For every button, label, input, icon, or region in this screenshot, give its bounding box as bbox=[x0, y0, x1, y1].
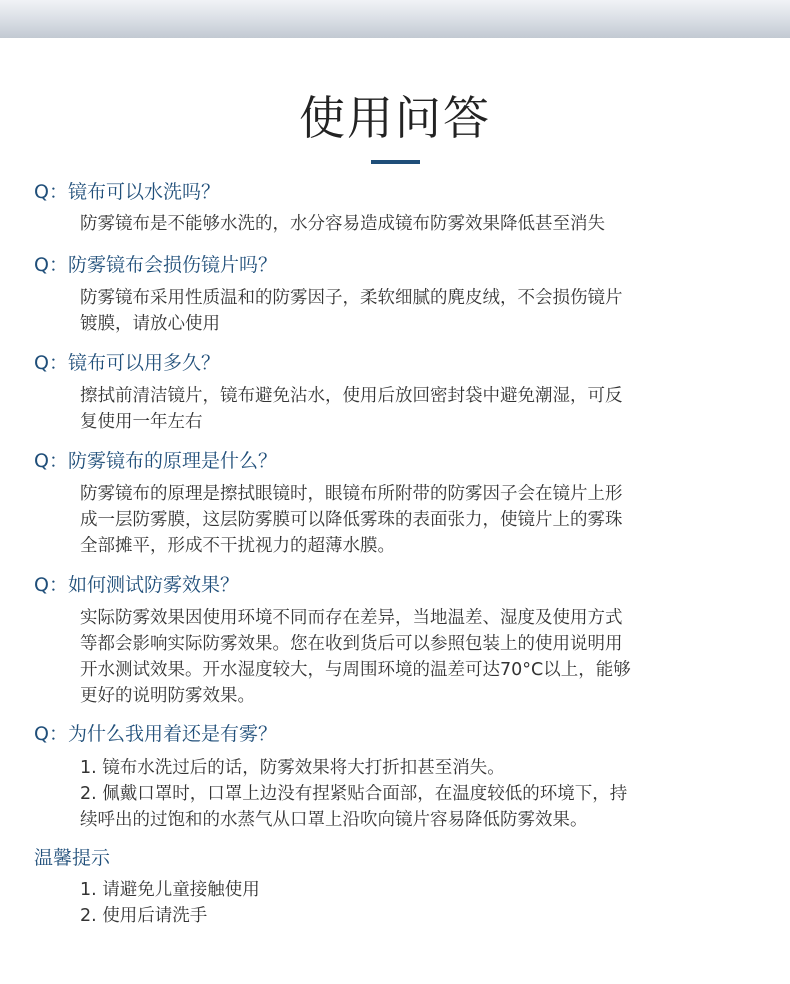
question-1: Q：镜布可以水洗吗？ bbox=[34, 181, 220, 203]
answer-1 bbox=[80, 211, 750, 237]
answer-5 bbox=[80, 605, 750, 709]
title-underline bbox=[371, 160, 420, 164]
question-5: Q：如何测试防雾效果？ bbox=[34, 574, 239, 596]
answer-4-line-2: 成一层防雾膜，这层防雾膜可以降低雾珠的表面张力，使镜片上的雾珠 bbox=[80, 510, 623, 530]
tip-item-2: 2. 使用后请洗手 bbox=[80, 906, 208, 926]
answer-3-line-2: 复使用一年左右 bbox=[80, 412, 203, 432]
answer-2-line-1: 防雾镜布采用性质温和的防雾因子，柔软细腻的麂皮绒，不会损伤镜片 bbox=[80, 288, 623, 308]
answer-4 bbox=[80, 481, 750, 559]
answer-6-line-2: 2. 佩戴口罩时，口罩上边没有捏紧贴合面部，在温度较低的环境下，持 bbox=[80, 784, 628, 804]
question-3: Q：镜布可以用多久？ bbox=[34, 352, 220, 374]
answer-5-line-2: 等都会影响实际防雾效果。您在收到货后可以参照包装上的使用说明用 bbox=[80, 634, 623, 654]
tips-list bbox=[80, 877, 750, 929]
answer-4-line-1: 防雾镜布的原理是擦拭眼镜时，眼镜布所附带的防雾因子会在镜片上形 bbox=[80, 484, 623, 504]
top-gradient-band bbox=[0, 0, 790, 38]
answer-6-line-3: 续呼出的过饱和的水蒸气从口罩上沿吹向镜片容易降低防雾效果。 bbox=[80, 810, 588, 830]
answer-3 bbox=[80, 383, 750, 435]
answer-6-line-1: 1. 镜布水洗过后的话，防雾效果将大打折扣甚至消失。 bbox=[80, 758, 505, 778]
tip-item-1: 1. 请避免儿童接触使用 bbox=[80, 880, 260, 900]
tips-title: 温馨提示 bbox=[34, 847, 111, 869]
answer-6 bbox=[80, 755, 750, 833]
answer-5-line-1: 实际防雾效果因使用环境不同而存在差异，当地温差、湿度及使用方式 bbox=[80, 608, 623, 628]
answer-3-line-1: 擦拭前清洁镜片，镜布避免沾水，使用后放回密封袋中避免潮湿，可反 bbox=[80, 386, 623, 406]
answer-5-line-4: 更好的说明防雾效果。 bbox=[80, 686, 255, 706]
answer-1-line-1: 防雾镜布是不能够水洗的，水分容易造成镜布防雾效果降低甚至消失 bbox=[80, 214, 605, 234]
question-2: Q：防雾镜布会损伤镜片吗？ bbox=[34, 254, 277, 276]
question-4: Q：防雾镜布的原理是什么？ bbox=[34, 450, 277, 472]
question-6: Q：为什么我用着还是有雾？ bbox=[34, 723, 277, 745]
answer-2-line-2: 镀膜，请放心使用 bbox=[80, 314, 220, 334]
page-title: 使用问答 bbox=[299, 91, 491, 145]
answer-4-line-3: 全部摊平，形成不干扰视力的超薄水膜。 bbox=[80, 536, 395, 556]
answer-2 bbox=[80, 285, 750, 337]
answer-5-line-3: 开水测试效果。开水湿度较大，与周围环境的温差可达70°C以上，能够 bbox=[80, 660, 631, 680]
